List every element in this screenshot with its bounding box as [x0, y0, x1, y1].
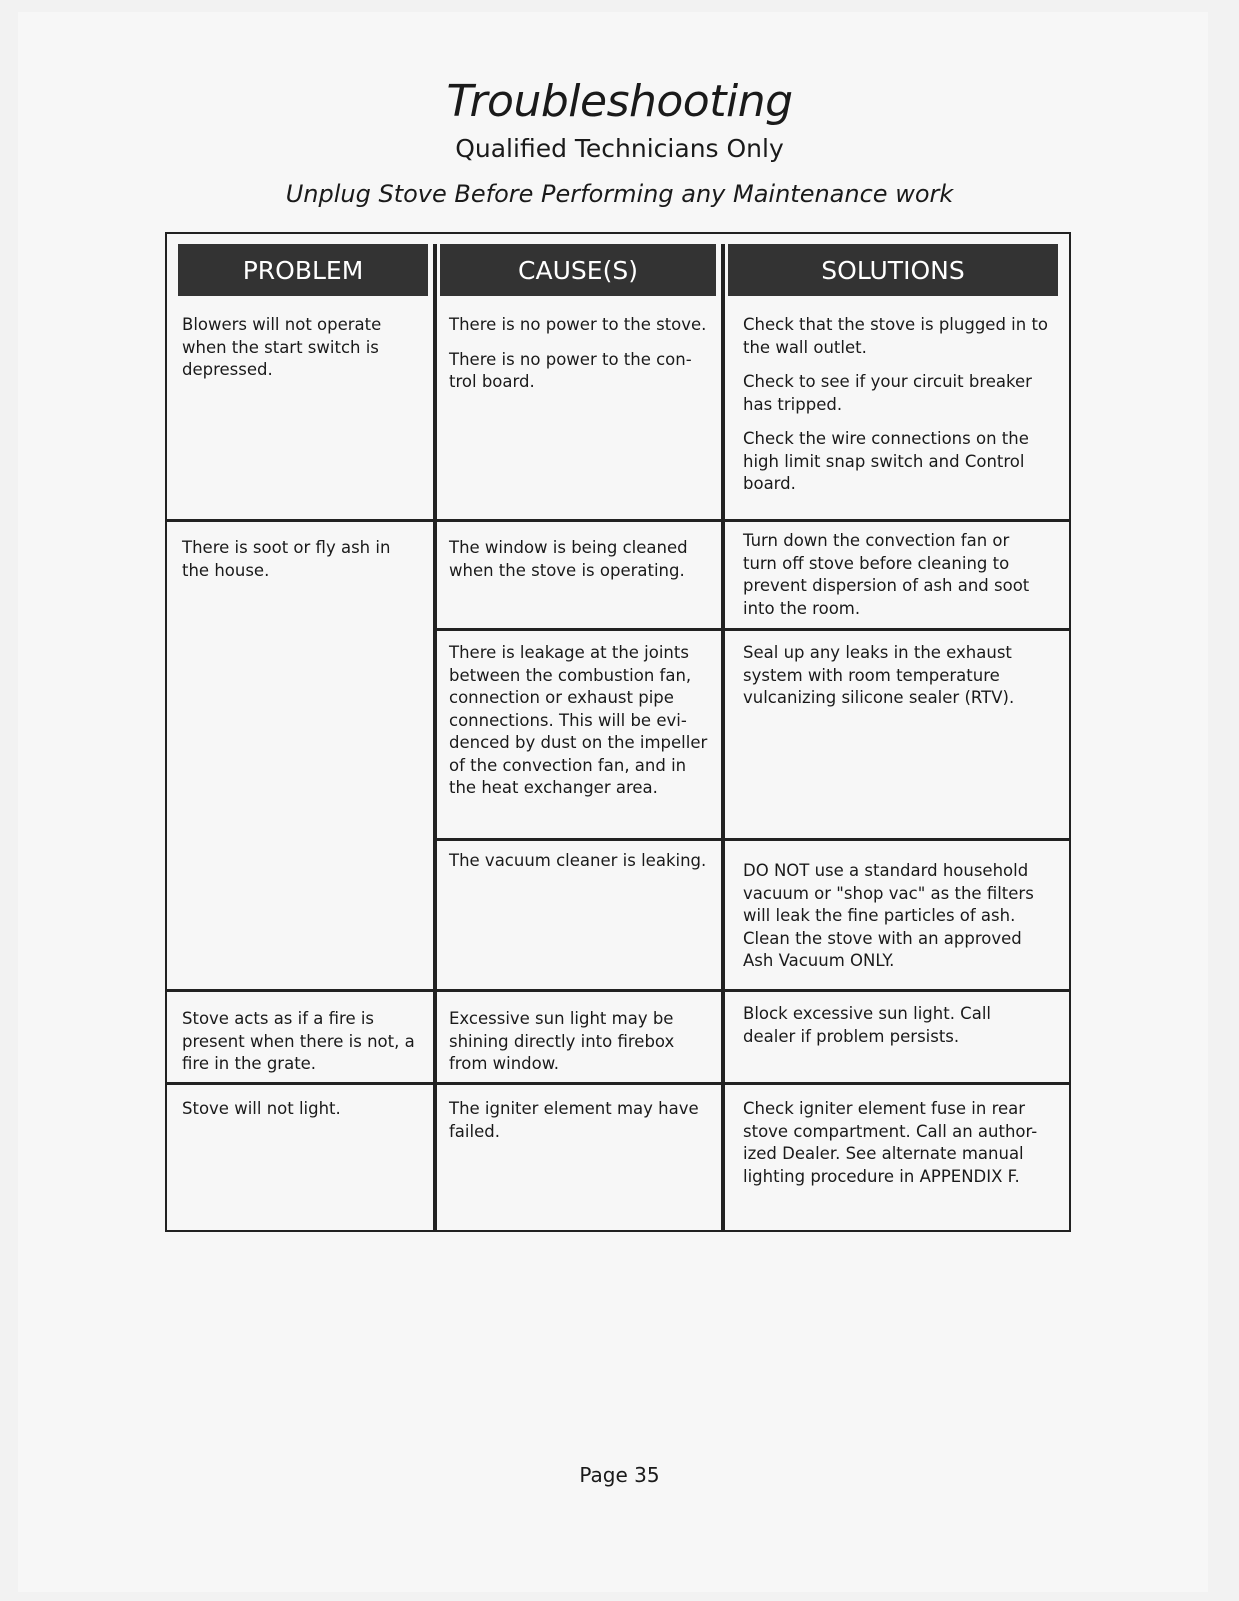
- column-header-solutions: SOLUTIONS: [728, 244, 1058, 296]
- table-row: [743, 530, 1048, 632]
- table-row: [743, 860, 1048, 985]
- problem-text: Stove will not light.: [182, 1099, 341, 1118]
- row-divider: [165, 989, 1071, 992]
- problem-text: There is soot or fly ash in the house.: [182, 538, 391, 580]
- table-row: [449, 642, 711, 812]
- column-header-problem: PROBLEM: [178, 244, 428, 296]
- solution-text: Check to see if your circuit breaker has tripped.: [743, 372, 1032, 414]
- solution-text: Check igniter element fuse in rear stove compartment. Call an author-ized Dealer. See alternate manual lighting procedure in APPENDIX F.: [743, 1099, 1038, 1186]
- solution-text: Check that the stove is plugged in to the wall outlet.: [743, 315, 1049, 357]
- table-row: [449, 537, 711, 594]
- problem-text: Stove acts as if a fire is present when there is not, a fire in the grate.: [182, 1009, 415, 1073]
- cause-text: Excessive sun light may be shining directly into firebox from window.: [449, 1009, 675, 1073]
- table-row: [743, 314, 1048, 508]
- problem-text: Blowers will not operate when the start switch is depressed.: [182, 315, 382, 379]
- cause-text: The vacuum cleaner is leaking.: [449, 851, 707, 870]
- solution-text: Turn down the convection fan or turn off stove before cleaning to prevent dispersion of ash and soot into the room.: [743, 531, 1030, 618]
- table-row: [449, 850, 711, 885]
- cause-text: The window is being cleaned when the stove is operating.: [449, 538, 688, 580]
- cause-text: The igniter element may have failed.: [449, 1099, 699, 1141]
- cause-text: There is leakage at the joints between the combustion fan, connection or exhaust pipe connections. This will be evi-denced by dust on the impeller of the convection fan, and in the heat exchanger area.: [449, 643, 708, 797]
- solution-text: DO NOT use a standard household vacuum or "shop vac" as the filters will leak the fine particles of ash. Clean the stove with an approved Ash Vacuum ONLY.: [743, 861, 1034, 970]
- page-number: Page 35: [579, 1463, 660, 1487]
- table-row: [743, 642, 1048, 722]
- solution-text: Check the wire connections on the high limit snap switch and Control board.: [743, 429, 1029, 493]
- row-divider: [433, 838, 1071, 841]
- table-row: [449, 1098, 711, 1155]
- page-subtitle: Qualified Technicians Only: [455, 134, 784, 163]
- column-header-causes: CAUSE(S): [440, 244, 716, 296]
- cause-text: There is no power to the stove.: [449, 315, 707, 334]
- table-row: [449, 314, 711, 406]
- safety-warning: Unplug Stove Before Performing any Maintenance work: [285, 180, 954, 208]
- row-divider: [165, 519, 1071, 522]
- solution-text: Seal up any leaks in the exhaust system with room temperature vulcanizing silicone sealer (RTV).: [743, 643, 1015, 707]
- table-row: [182, 1008, 417, 1088]
- table-row: [182, 314, 417, 394]
- cause-text: There is no power to the con-trol board.: [449, 349, 692, 391]
- table-row: [449, 1008, 711, 1088]
- table-row: [743, 1098, 1048, 1200]
- page-title: Troubleshooting: [446, 76, 793, 127]
- solution-text: Block excessive sun light. Call dealer if problem persists.: [743, 1004, 991, 1046]
- table-row: [182, 537, 417, 594]
- table-row: [743, 1003, 1048, 1060]
- table-row: [182, 1098, 417, 1133]
